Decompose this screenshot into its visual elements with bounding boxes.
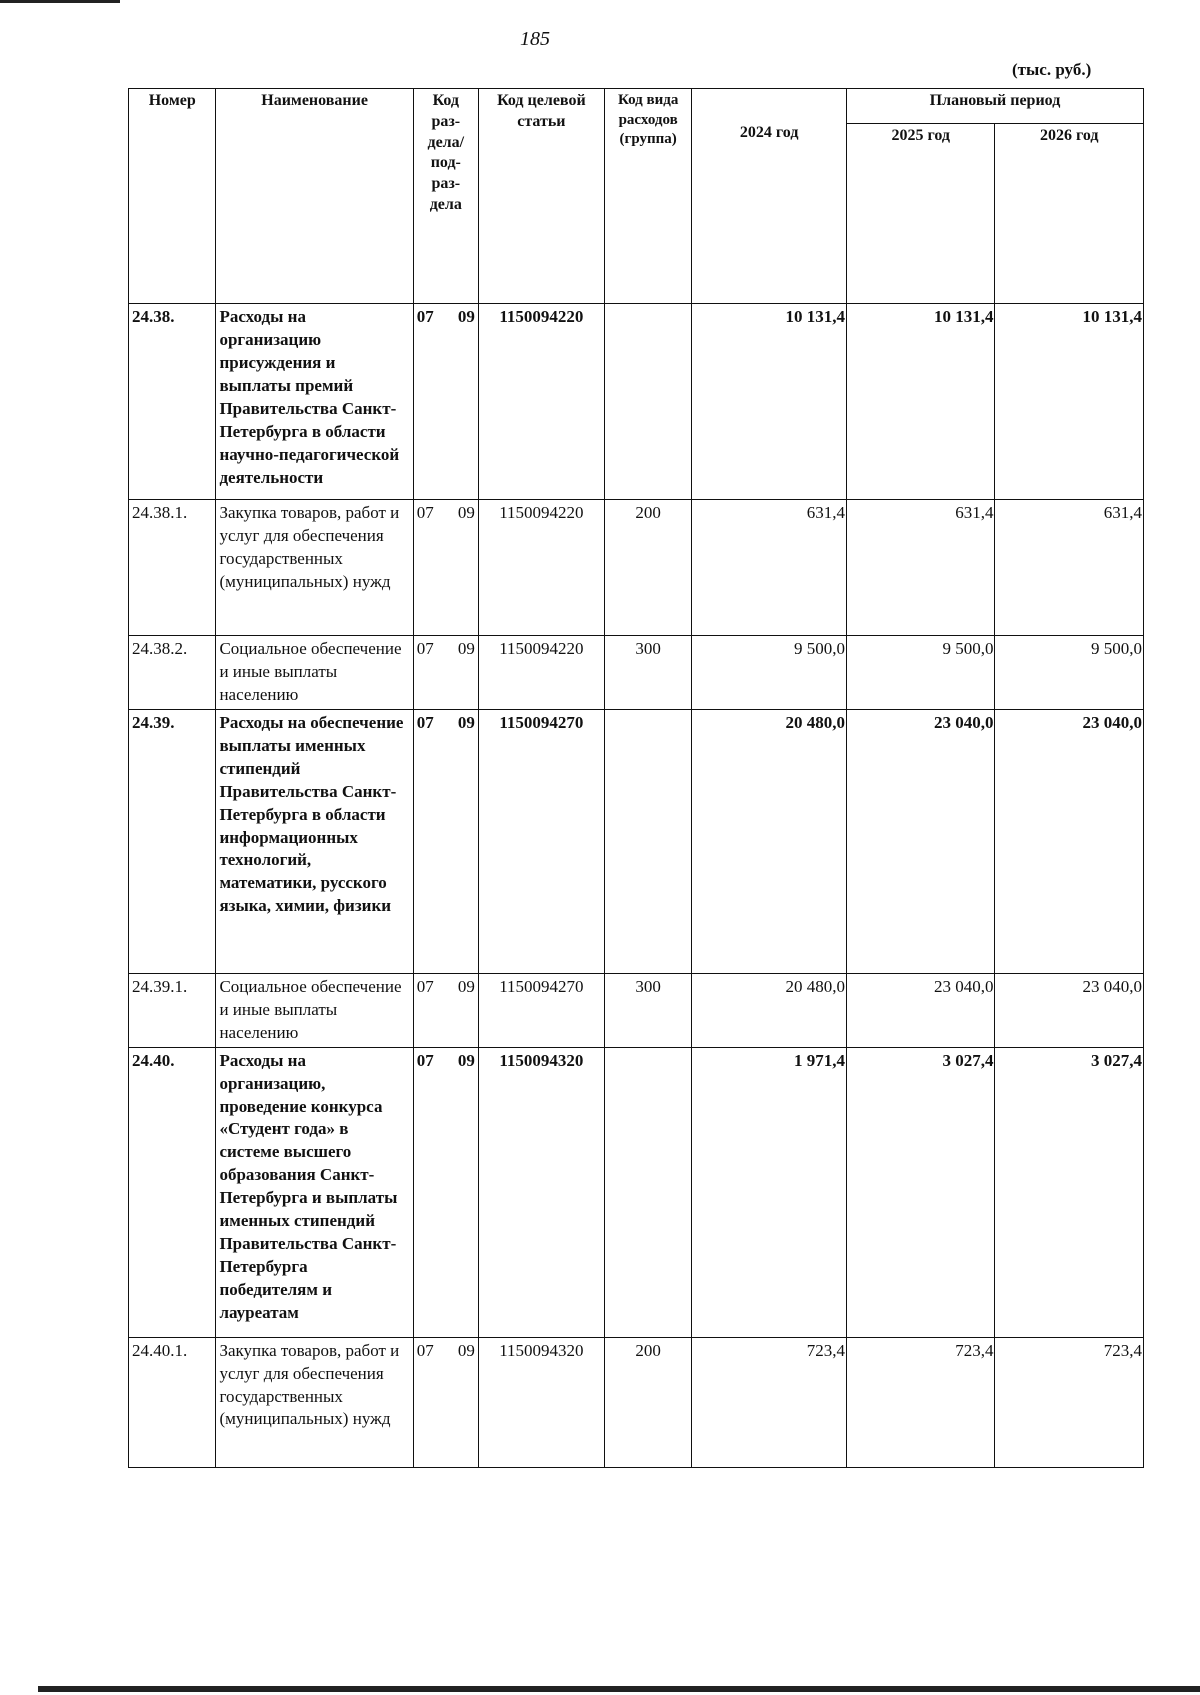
subsection-code: 09: [457, 503, 475, 522]
table-row: [129, 304, 1144, 500]
header-number: Номер: [129, 89, 216, 304]
row-amount-2024: 20 480,0: [692, 709, 847, 973]
row-amount-2025: 631,4: [846, 500, 994, 636]
row-name: Социальное обеспечение и иные выплаты населению: [216, 973, 413, 1047]
row-target-code: 1150094320: [478, 1337, 604, 1467]
row-target-code: 1150094320: [478, 1047, 604, 1337]
row-amount-2026: 631,4: [995, 500, 1144, 636]
header-target-code: Код целевой статьи: [478, 89, 604, 304]
row-number: 24.39.1.: [129, 973, 216, 1047]
header-year-2025: 2025 год: [846, 124, 994, 304]
row-amount-2024: 20 480,0: [692, 973, 847, 1047]
row-number: 24.40.1.: [129, 1337, 216, 1467]
row-name: Расходы на обеспечение выплаты именных стипендий Правительства Санкт-Петербурга в области информационных технологий, математики, русского языка, химии, физики: [216, 709, 413, 973]
row-section-code: [413, 1047, 478, 1337]
header-year-2026: 2026 год: [995, 124, 1144, 304]
header-section-code: Код раз-дела/ под-раз-дела: [413, 89, 478, 304]
row-target-code: 1150094220: [478, 636, 604, 710]
table-row: [129, 500, 1144, 636]
row-amount-2026: 23 040,0: [995, 709, 1144, 973]
table-row: [129, 1047, 1144, 1337]
row-expense-type: [604, 709, 691, 973]
subsection-code: 09: [457, 712, 475, 732]
row-amount-2024: 631,4: [692, 500, 847, 636]
row-amount-2025: 3 027,4: [846, 1047, 994, 1337]
header-row-1: [129, 89, 1144, 124]
row-amount-2025: 23 040,0: [846, 973, 994, 1047]
row-target-code: 1150094220: [478, 500, 604, 636]
subsection-code: 09: [457, 1340, 475, 1360]
row-expense-type: 200: [604, 1337, 691, 1467]
header-year-2024: 2024 год: [692, 89, 847, 304]
subsection-code: 09: [457, 639, 475, 658]
budget-table: [128, 88, 1144, 1468]
bottom-rule: [38, 1686, 1200, 1692]
row-expense-type: 300: [604, 636, 691, 710]
section-code: 07: [416, 307, 434, 326]
units-label: (тыс. руб.): [1012, 60, 1092, 79]
table-row: [129, 636, 1144, 710]
row-name: Расходы на организацию, проведение конкурса «Студент года» в системе высшего образования Санкт-Петербурга и выплаты именных стипендий Правительства Санкт-Петербурга победителям и лауреатам: [216, 1047, 413, 1337]
row-target-code: 1150094270: [478, 973, 604, 1047]
header-expense-type: Код вида расходов (группа): [604, 89, 691, 304]
row-amount-2024: 1 971,4: [692, 1047, 847, 1337]
table-row: [129, 1337, 1144, 1467]
row-section-code: [413, 1337, 478, 1467]
row-section-code: [413, 709, 478, 973]
row-amount-2025: 23 040,0: [846, 709, 994, 973]
row-section-code: [413, 636, 478, 710]
row-number: 24.39.: [129, 709, 216, 973]
row-name: Социальное обеспечение и иные выплаты населению: [216, 636, 413, 710]
row-amount-2025: 9 500,0: [846, 636, 994, 710]
row-name: Расходы на организацию присуждения и выплаты премий Правительства Санкт-Петербурга в области научно-педагогической деятельности: [216, 304, 413, 500]
row-expense-type: 200: [604, 500, 691, 636]
row-name: Закупка товаров, работ и услуг для обеспечения государственных (муниципальных) нужд: [216, 500, 413, 636]
row-section-code: [413, 304, 478, 500]
row-amount-2024: 9 500,0: [692, 636, 847, 710]
row-number: 24.40.: [129, 1047, 216, 1337]
subsection-code: 09: [457, 307, 475, 326]
row-amount-2026: 23 040,0: [995, 973, 1144, 1047]
row-amount-2024: 723,4: [692, 1337, 847, 1467]
row-amount-2024: 10 131,4: [692, 304, 847, 500]
header-planning-period: Плановый период: [846, 89, 1143, 124]
row-amount-2025: 723,4: [846, 1337, 994, 1467]
row-expense-type: [604, 304, 691, 500]
row-amount-2026: 10 131,4: [995, 304, 1144, 500]
row-amount-2025: 10 131,4: [846, 304, 994, 500]
row-amount-2026: 3 027,4: [995, 1047, 1144, 1337]
row-name: Закупка товаров, работ и услуг для обеспечения государственных (муниципальных) нужд: [216, 1337, 413, 1467]
section-code: 07: [416, 639, 434, 658]
table-row: [129, 709, 1144, 973]
row-target-code: 1150094220: [478, 304, 604, 500]
row-expense-type: 300: [604, 973, 691, 1047]
row-section-code: [413, 973, 478, 1047]
row-amount-2026: 723,4: [995, 1337, 1144, 1467]
section-code: 07: [416, 1340, 434, 1360]
subsection-code: 09: [457, 976, 475, 996]
section-code: 07: [416, 503, 434, 522]
top-rule: [0, 0, 120, 3]
section-code: 07: [416, 1050, 434, 1070]
row-target-code: 1150094270: [478, 709, 604, 973]
row-section-code: [413, 500, 478, 636]
row-number: 24.38.: [129, 304, 216, 500]
section-code: 07: [416, 712, 434, 732]
table-row: [129, 973, 1144, 1047]
row-expense-type: [604, 1047, 691, 1337]
row-number: 24.38.1.: [129, 500, 216, 636]
page-number: 185: [520, 28, 550, 50]
row-number: 24.38.2.: [129, 636, 216, 710]
table-body: [129, 304, 1144, 1468]
section-code: 07: [416, 976, 434, 996]
row-amount-2026: 9 500,0: [995, 636, 1144, 710]
subsection-code: 09: [457, 1050, 475, 1070]
header-name: Наименование: [216, 89, 413, 304]
